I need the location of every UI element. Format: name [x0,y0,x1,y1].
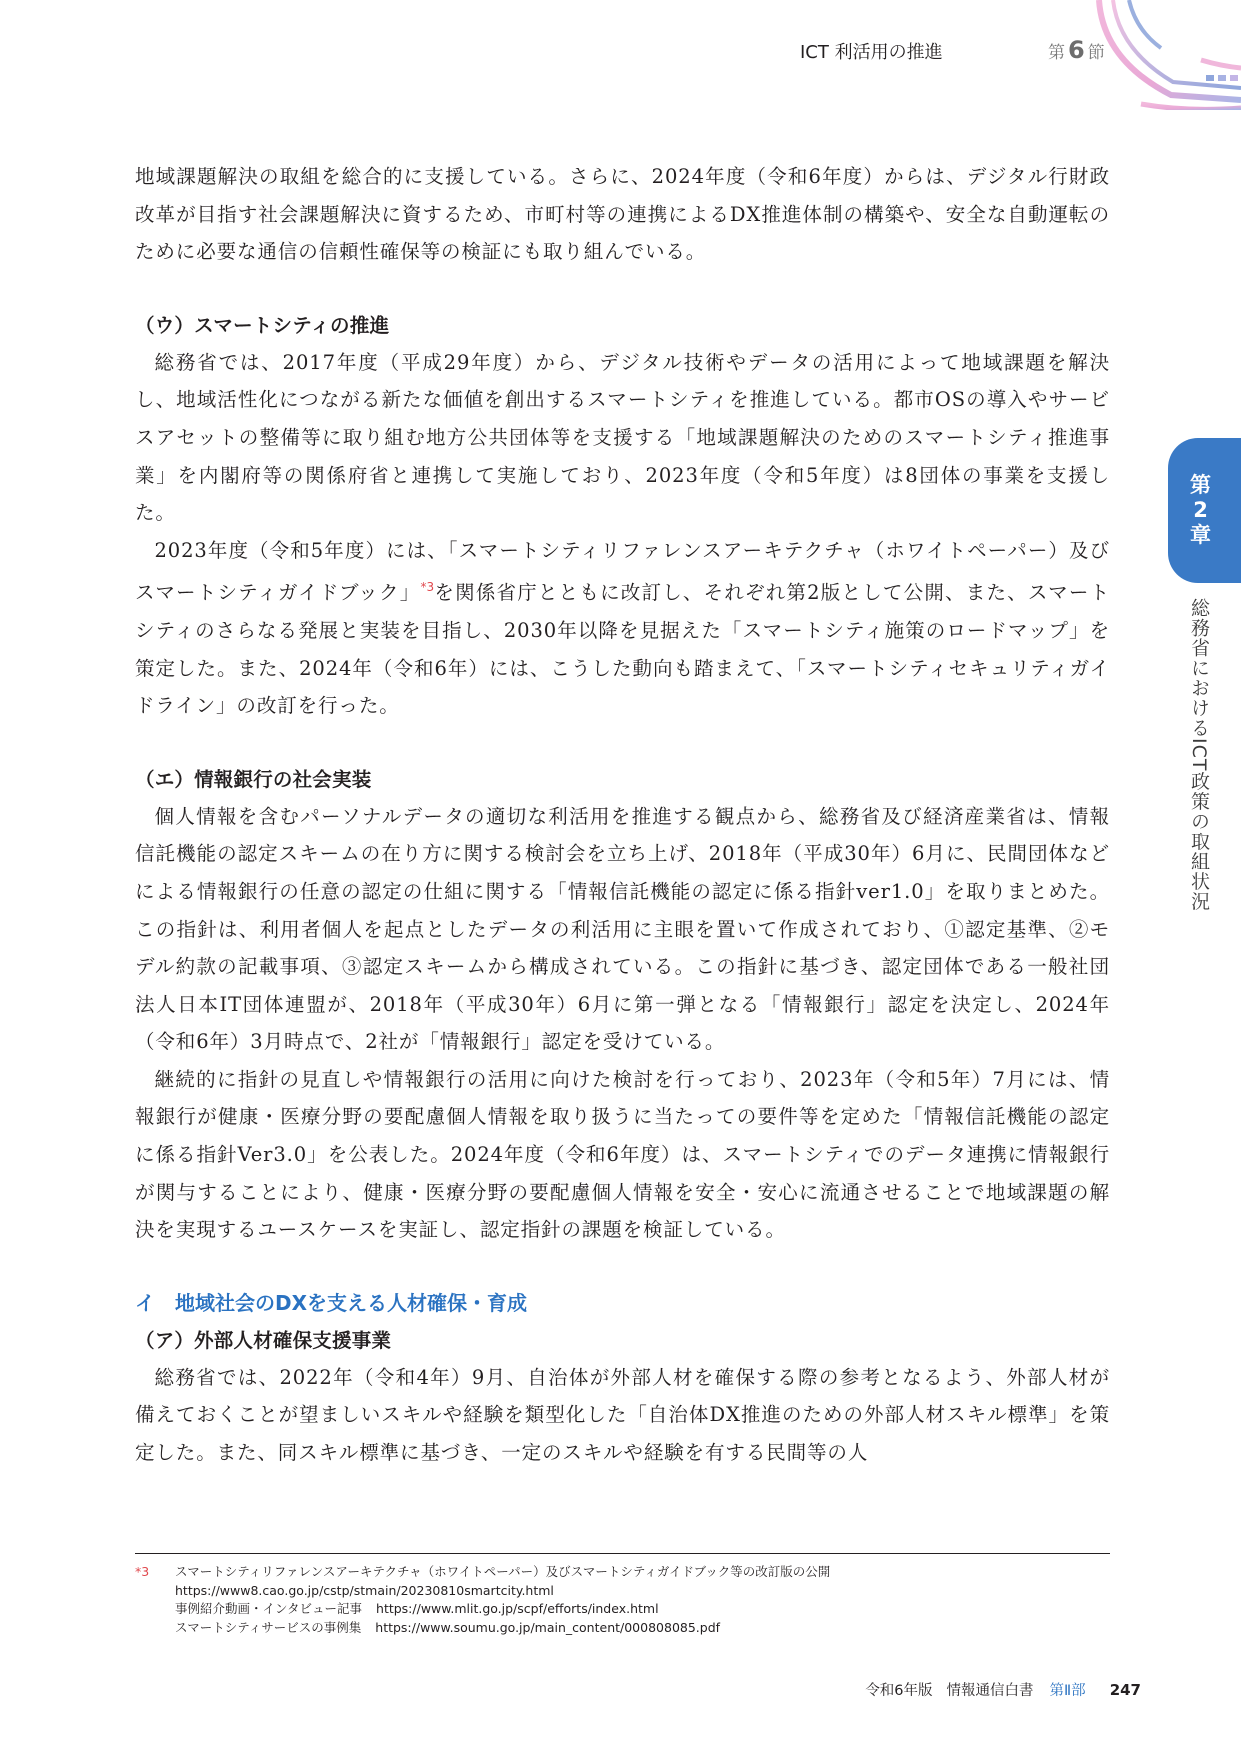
chapter-tab-label-1: 第 [1190,473,1211,497]
page-footer [865,1679,1141,1700]
intro-paragraph: 地域課題解決の取組を総合的に支援している。さらに、2024年度（令和6年度）からは、デジタル行財政改革が目指す社会課題解決に資するため、市町村等の連携によるDX推進体制の構築や、安全な自動運転のために必要な通信の信頼性確保等の検証にも取り組んでいる。 [135,165,1110,264]
page-number: 247 [1109,1681,1141,1699]
footnote-divider [135,1553,1110,1554]
footnote-3 [135,1563,1110,1637]
footer-part: 第Ⅱ部 [1049,1683,1086,1699]
smartcity-heading: （ウ）スマートシティの推進 [135,313,390,337]
external-talent-paragraph-1: 総務省では、2022年（令和4年）9月、自治体が外部人材を確保する際の参考となるよう、外部人材が備えておくことが望ましいスキルや経験を類型化した「自治体DX推進のための外部人材スキル標準」を策定した。また、同スキル標準に基づき、一定のスキルや経験を有する民間等の人 [135,1365,1110,1465]
section-number: 6 [1068,36,1085,64]
footnote-mark: *3 [135,1564,150,1579]
smartcity-paragraph-2 [135,532,1110,725]
running-header-section-title: ICT 利活用の推進 [800,42,943,63]
chapter-tab-label-3: 章 [1190,523,1211,547]
smartcity-p2-text-after: を関係省庁とともに改訂し、それぞれ第2版として公開、また、スマートシティのさらなる発展と実装を目指し、2030年以降を見据えた「スマートシティ施策のロードマップ」を策定した。また、2024年（令和6年）には、こうした動向も踏まえて、「スマートシティセキュリティガイドライン」の改訂を行った。 [135,581,1111,718]
footer-edition: 令和6年版 [865,1683,933,1699]
footnote-label-2: 事例紹介動画・インタビュー記事 [175,1601,363,1616]
footnote-link-2[interactable]: https://www.mlit.go.jp/scpf/efforts/index.html [376,1601,659,1616]
infobank-paragraph-2: 継続的に指針の見直しや情報銀行の活用に向けた検討を行っており、2023年（令和5年）7月には、情報銀行が健康・医療分野の要配慮個人情報を取り扱うに当たっての要件等を定めた「情報信託機能の認定に係る指針Ver3.0」を公表した。2024年度（令和6年度）は、スマートシティでのデータ連携に情報銀行が関与することにより、健康・医療分野の要配慮個人情報を安全・安心に流通させることで地域課題の解決を実現するユースケースを実証し、認定指針の課題を検証している。 [135,1067,1110,1242]
main-content [135,158,1110,1472]
smartcity-paragraph-1: 総務省では、2017年度（平成29年度）から、デジタル技術やデータの活用によって地域課題を解決し、地域活性化につながる新たな価値を創出するスマートシティを推進している。都市OSの導入やサービスアセットの整備等に取り組む地方公共団体等を支援する「地域課題解決のためのスマートシティ推進事業」を内閣府等の関係府省と連携して実施しており、2023年度（令和5年度）は8団体の事業を支援した。 [135,350,1110,525]
decorative-arcs-icon [1091,0,1241,110]
infobank-heading: （エ）情報銀行の社会実装 [135,767,372,791]
footnote-reference-3[interactable]: *3 [420,580,435,595]
footnote-title: スマートシティリファレンスアーキテクチャ（ホワイトペーパー）及びスマートシティガイドブック等の改訂版の公開 [175,1564,831,1579]
footnote-link-3[interactable]: https://www.soumu.go.jp/main_content/000808085.pdf [375,1619,721,1635]
footnote-link-1[interactable]: https://www8.cao.go.jp/cstp/stmain/20230810smartcity.html [175,1582,554,1598]
chapter-vertical-title: 総務省におけるICT政策の取組状況 [1188,598,1210,912]
footnote-label-3: スマートシティサービスの事例集 [175,1619,362,1635]
footnotes [135,1563,1110,1637]
section-prefix: 第 [1048,43,1065,63]
section-i-heading: イ 地域社会のDXを支える人材確保・育成 [135,1290,528,1315]
chapter-tab[interactable] [1168,438,1241,583]
section-suffix: 節 [1087,43,1105,63]
footer-publication: 情報通信白書 [946,1683,1034,1699]
chapter-tab-number: 2 [1193,498,1208,522]
external-talent-heading: （ア）外部人材確保支援事業 [135,1328,392,1352]
smartcity-p2-text-before: 2023年度（令和5年度）には、「スマートシティリファレンスアーキテクチャ（ホワイトペーパー）及びスマートシティガイドブック」 [135,538,1110,605]
infobank-paragraph-1: 個人情報を含むパーソナルデータの適切な利活用を推進する観点から、総務省及び経済産業省は、情報信託機能の認定スキームの在り方に関する検討会を立ち上げ、2018年（平成30年）6月に、民間団体などによる情報銀行の任意の認定の仕組に関する「情報信託機能の認定に係る指針ver1.0」を取りまとめた。この指針は、利用者個人を起点としたデータの利活用に主眼を置いて作成されており、①認定基準、②モデル約款の記載事項、③認定スキームから構成されている。この指針に基づき、認定団体である一般社団法人日本IT団体連盟が、2018年（平成30年）6月に第一弾となる「情報銀行」認定を決定し、2024年（令和6年）3月時点で、2社が「情報銀行」認定を受けている。 [135,804,1110,1054]
